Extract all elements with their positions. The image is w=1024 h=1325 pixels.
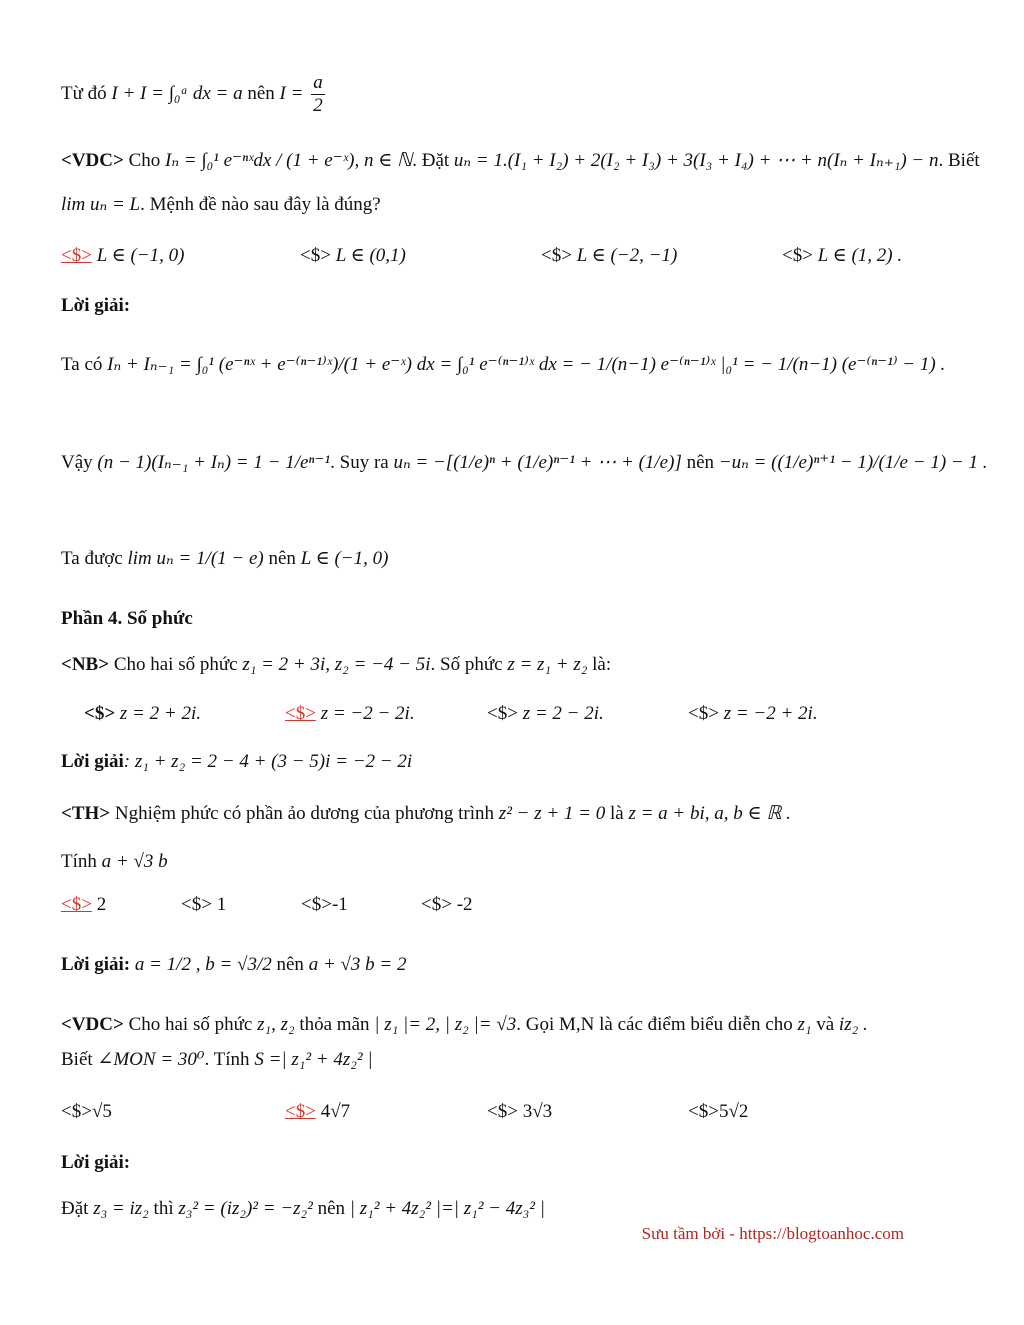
q3-option-c[interactable]: <$>-1 bbox=[301, 894, 348, 915]
q3-option-d[interactable]: <$> -2 bbox=[421, 894, 473, 915]
q4-sol-conj: nên bbox=[317, 1198, 346, 1219]
intro-text: Từ đó bbox=[61, 82, 107, 104]
q1-option-a[interactable]: <$> L ∈ (−1, 0) bbox=[61, 245, 185, 266]
q4-line2-text: Biết bbox=[61, 1049, 93, 1070]
q1-sol1-lead: Ta có bbox=[61, 354, 103, 375]
q1-text-b: . Đặt bbox=[412, 150, 450, 171]
q2-text-c: là: bbox=[592, 654, 612, 675]
q3-option-b[interactable]: <$> 1 bbox=[181, 894, 227, 915]
q3-option-a[interactable]: <$> 2 bbox=[61, 894, 107, 915]
q4-sol-text: thì bbox=[153, 1198, 174, 1219]
q2-text-a: Cho hai số phức bbox=[113, 654, 238, 675]
q2-line1 bbox=[61, 652, 984, 678]
q1-math-b: uₙ = 1.(I₁ + I₂) + 2(I₂ + I₃) + 3(I₃ + I₄) + ⋯ + n(Iₙ + Iₙ₊₁) − n bbox=[453, 150, 939, 171]
q4-solution-label: Lời giải: bbox=[61, 1152, 131, 1173]
q4-option-d[interactable]: <$>5√2 bbox=[688, 1101, 749, 1122]
q1-option-c[interactable]: <$> L ∈ (−2, −1) bbox=[541, 245, 678, 266]
q4-solution-line bbox=[61, 1196, 984, 1222]
q1-text-a: Cho bbox=[128, 150, 161, 171]
q3-solution-math: a = 1/2 , b = √3/2 bbox=[134, 954, 272, 975]
q3-line2-math: a + √3 b bbox=[101, 851, 168, 872]
q1-sol2-conj: nên bbox=[686, 452, 715, 473]
q1-sol1-math: Iₙ + Iₙ₋₁ = ∫₀¹ (e⁻ⁿˣ + e⁻⁽ⁿ⁻¹⁾ˣ)/(1 + e⁻ˣ) dx = ∫₀¹ e⁻⁽ⁿ⁻¹⁾ˣ dx = − 1/(n−1) e⁻⁽ⁿ⁻¹⁾ˣ |₀¹ = − 1/(n−1) (e⁻⁽ⁿ⁻¹⁾ − 1) . bbox=[107, 354, 946, 375]
q3-text-a: Nghiệm phức có phần ảo dương của phương trình bbox=[114, 803, 495, 824]
q2-solution bbox=[61, 749, 984, 775]
q1-sol3-lead: Ta được bbox=[61, 548, 123, 569]
q1-math-c: lim uₙ = L bbox=[61, 194, 141, 215]
q1-solution-line2 bbox=[61, 450, 988, 476]
q3-math-a: z² − z + 1 = 0 bbox=[498, 803, 606, 824]
q1-sol3-conj: nên bbox=[268, 548, 296, 569]
q1-sol3-math-b: L ∈ (−1, 0) bbox=[300, 548, 389, 569]
intro-lhs: I = bbox=[279, 82, 304, 104]
q4-line1 bbox=[61, 1012, 984, 1038]
q2-math-a: z₁ = 2 + 3i, z₂ = −4 − 5i bbox=[242, 654, 431, 675]
intro-line bbox=[61, 72, 984, 117]
q2-option-b[interactable]: <$> z = −2 − 2i. bbox=[285, 703, 415, 724]
q1-solution-label: Lời giải: bbox=[61, 295, 131, 316]
q2-option-d[interactable]: <$> z = −2 + 2i. bbox=[688, 703, 818, 724]
q1-sol2-lead: Vậy bbox=[61, 452, 93, 473]
q3-math-b: z = a + bi, a, b ∈ ℝ . bbox=[628, 803, 791, 824]
q4-math-b: | z₁ |= 2, | z₂ |= √3 bbox=[374, 1014, 517, 1035]
q3-solution-label: Lời giải: bbox=[61, 954, 131, 975]
q3-line1 bbox=[61, 801, 984, 827]
q4-option-c[interactable]: <$> 3√3 bbox=[487, 1101, 553, 1122]
q1-option-b[interactable]: <$> L ∈ (0,1) bbox=[300, 245, 406, 266]
intro-math: I + I = ∫₀ᵃ dx = a bbox=[111, 82, 243, 104]
q2-solution-label: Lời giải bbox=[61, 751, 124, 772]
q1-sol2-text: . Suy ra bbox=[330, 452, 389, 473]
q1-tag: <VDC> bbox=[61, 150, 124, 171]
q1-solution-line3 bbox=[61, 546, 984, 572]
q1-sol3-math: lim uₙ = 1/(1 − e) bbox=[127, 548, 264, 569]
q4-sol-math-a: z₃ = iz₂ bbox=[93, 1198, 149, 1219]
q1-option-d[interactable]: <$> L ∈ (1, 2) . bbox=[782, 245, 903, 266]
q4-sol-math-c: | z₁² + 4z₂² |=| z₁² − 4z₃² | bbox=[349, 1198, 545, 1219]
q2-option-a[interactable]: <$> z = 2 + 2i. bbox=[84, 703, 201, 724]
q4-option-a[interactable]: <$>√5 bbox=[61, 1101, 112, 1122]
q3-line2 bbox=[61, 849, 984, 875]
q3-tag: <TH> bbox=[61, 803, 111, 824]
q3-solution bbox=[61, 952, 984, 978]
q4-text-c: . Gọi M,N là các điểm biểu diễn cho bbox=[516, 1014, 793, 1035]
q1-math-a: Iₙ = ∫₀¹ e⁻ⁿˣdx / (1 + e⁻ˣ), n ∈ ℕ bbox=[165, 150, 413, 171]
q2-solution-math: : z₁ + z₂ = 2 − 4 + (3 − 5)i = −2 − 2i bbox=[123, 751, 413, 772]
q1-sol2-math-a: (n − 1)(Iₙ₋₁ + Iₙ) = 1 − 1/eⁿ⁻¹ bbox=[97, 452, 331, 473]
intro-fraction: $\frac{a}{2}$ bbox=[313, 72, 323, 116]
q1-text-d: . Mệnh đề nào sau đây là đúng? bbox=[140, 194, 381, 215]
intro-conj: nên bbox=[247, 82, 275, 104]
q4-line2 bbox=[61, 1047, 984, 1073]
footer-credit-link[interactable]: Sưu tầm bởi - https://blogtoanhoc.com bbox=[641, 1224, 904, 1243]
q1-line2 bbox=[61, 192, 984, 218]
q1-sol2-math-b: uₙ = −[(1/e)ⁿ + (1/e)ⁿ⁻¹ + ⋯ + (1/e)] bbox=[393, 452, 682, 473]
q4-math-c: z₁ bbox=[797, 1014, 812, 1035]
q3-text-b: là bbox=[610, 803, 624, 824]
q3-solution-conj: nên bbox=[276, 954, 304, 975]
q2-math-b: z = z₁ + z₂ bbox=[507, 654, 588, 675]
section-heading: Phần 4. Số phức bbox=[61, 608, 193, 629]
q4-line2-math: ∠MON = 30⁰ bbox=[97, 1049, 205, 1070]
q4-option-b[interactable]: <$> 4√7 bbox=[285, 1101, 351, 1122]
q2-tag: <NB> bbox=[61, 654, 110, 675]
q4-text-b: thỏa mãn bbox=[299, 1014, 370, 1035]
q4-sol-lead: Đặt bbox=[61, 1198, 89, 1219]
q1-solution-line1 bbox=[61, 352, 984, 378]
q4-tag: <VDC> bbox=[61, 1014, 124, 1035]
q4-text-a: Cho hai số phức bbox=[128, 1014, 253, 1035]
q4-math-d: iz₂ . bbox=[838, 1014, 868, 1035]
q1-text-c: . Biết bbox=[938, 150, 980, 171]
q1-sol2-math-c: −uₙ = ((1/e)ⁿ⁺¹ − 1)/(1/e − 1) − 1 . bbox=[718, 452, 988, 473]
q3-solution-math-b: a + √3 b = 2 bbox=[308, 954, 407, 975]
q4-line2-math-b: S =| z₁² + 4z₂² | bbox=[254, 1049, 373, 1070]
q4-sol-math-b: z₃² = (iz₂)² = −z₂² bbox=[178, 1198, 313, 1219]
q4-math-a: z₁, z₂ bbox=[257, 1014, 295, 1035]
q2-text-b: . Số phức bbox=[430, 654, 503, 675]
q2-option-c[interactable]: <$> z = 2 − 2i. bbox=[487, 703, 604, 724]
q4-line2-text-b: . Tính bbox=[204, 1049, 250, 1070]
q1-line1 bbox=[61, 148, 984, 174]
q3-line2-text: Tính bbox=[61, 851, 97, 872]
q4-text-d: và bbox=[816, 1014, 835, 1035]
